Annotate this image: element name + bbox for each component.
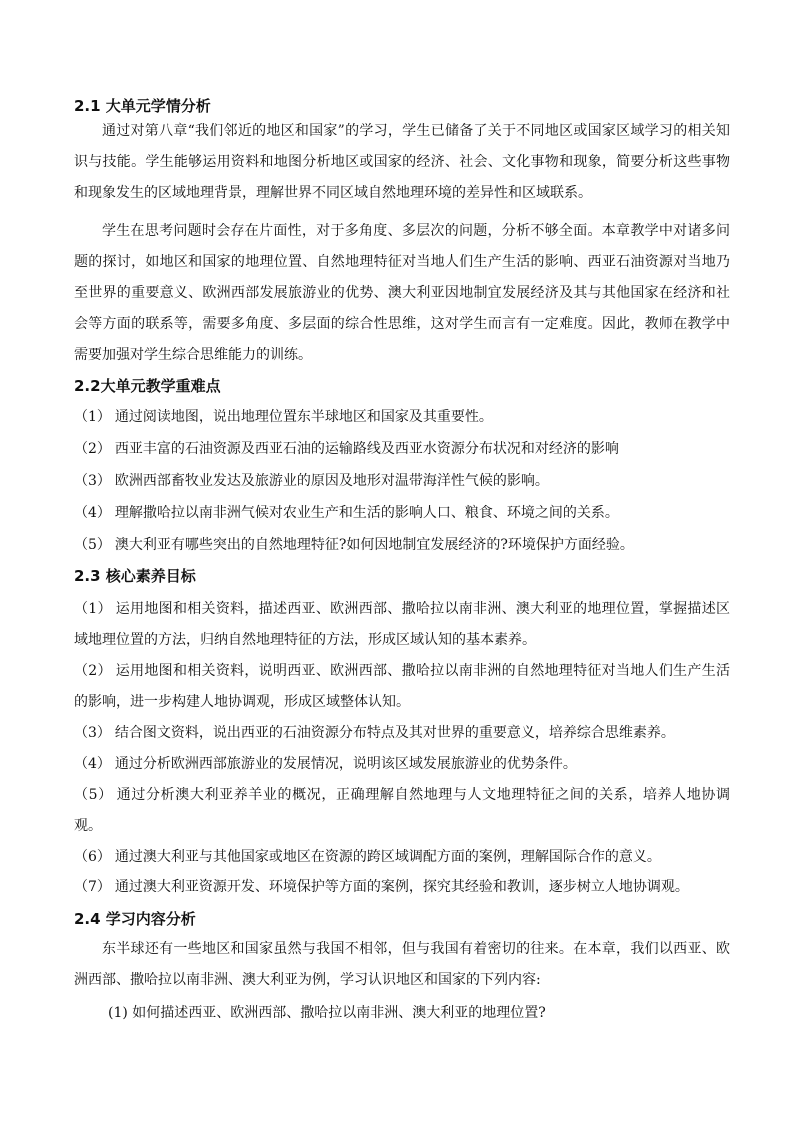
list-item: （5） 澳大利亚有哪些突出的自然地理特征?如何因地制宜发展经济的?环境保护方面经验。 — [74, 537, 634, 553]
paragraph-learning-analysis-2: 学生在思考问题时会存在片面性，对于多角度、多层次的问题，分析不够全面。本章教学中对诸多问题的探讨，如地区和国家的地理位置、自然地理特征对当地人们生产生活的影响、西亚石油资源对当地乃至世界的重要意义、欧洲西部发展旅游业的优势、澳大利亚因地制宜发展经济及其与其他国家在经济和社会等方面的联系等，需要多角度、多层面的综合性思维，这对学生而言有一定难度。因此，教师在教学中需要加强对学生综合思维能力的训练。 — [74, 223, 730, 363]
list-item: （1） 通过阅读地图，说出地理位置东半球地区和国家及其重要性。 — [74, 409, 493, 425]
list-item: （6） 通过澳大利亚与其他国家或地区在资源的跨区域调配方面的案例，理解国际合作的意义。 — [74, 849, 661, 865]
section-heading-2-3: 2.3 核心素养目标 — [74, 567, 196, 585]
list-item: （5） 通过分析澳大利亚养羊业的概况，正确理解自然地理与人文地理特征之间的关系，培养人地协调观。 — [74, 787, 730, 834]
list-item: （2） 运用地图和相关资料，说明西亚、欧洲西部、撒哈拉以南非洲的自然地理特征对当地人们生产生活的影响，进一步构建人地协调观，形成区域整体认知。 — [74, 663, 730, 710]
list-item: （4） 理解撒哈拉以南非洲气候对农业生产和生活的影响人口、粮食、环境之间的关系。 — [74, 505, 619, 521]
list-item: （4） 通过分析欧洲西部旅游业的发展情况，说明该区域发展旅游业的优势条件。 — [74, 756, 577, 772]
list-item: （2） 西亚丰富的石油资源及西亚石油的运输路线及西亚水资源分布状况和对经济的影响 — [74, 441, 619, 457]
list-item: （3） 结合图文资料，说出西亚的石油资源分布特点及其对世界的重要意义，培养综合思维素养。 — [74, 725, 675, 741]
sub-item-1: (1) 如何描述西亚、欧洲西部、撒哈拉以南非洲、澳大利亚的地理位置? — [108, 1005, 546, 1021]
section-heading-2-4: 2.4 学习内容分析 — [74, 910, 196, 928]
list-item: （1） 运用地图和相关资料，描述西亚、欧洲西部、撒哈拉以南非洲、澳大利亚的地理位置，掌握描述区域地理位置的方法，归纳自然地理特征的方法，形成区域认知的基本素养。 — [74, 601, 730, 648]
list-item: （7） 通过澳大利亚资源开发、环境保护等方面的案例，探究其经验和教训，逐步树立人地协调观。 — [74, 879, 689, 895]
paragraph-learning-analysis-1: 通过对第八章“我们邻近的地区和国家”的学习，学生已储备了关于不同地区或国家区域学习的相关知识与技能。学生能够运用资料和地图分析地区或国家的经济、社会、文化事物和现象，简要分析这些事物和现象发生的区域地理背景，理解世界不同区域自然地理环境的差异性和区域联系。 — [74, 123, 730, 201]
list-item: （3） 欧洲西部畜牧业发达及旅游业的原因及地形对温带海洋性气候的影响。 — [74, 473, 549, 489]
section-heading-2-1: 2.1 大单元学情分析 — [74, 97, 211, 115]
paragraph-content-analysis: 东半球还有一些地区和国家虽然与我国不相邻，但与我国有着密切的往来。在本章，我们以西亚、欧洲西部、撒哈拉以南非洲、澳大利亚为例，学习认识地区和国家的下列内容: — [74, 941, 730, 988]
section-heading-2-2: 2.2大单元教学重难点 — [74, 377, 221, 395]
